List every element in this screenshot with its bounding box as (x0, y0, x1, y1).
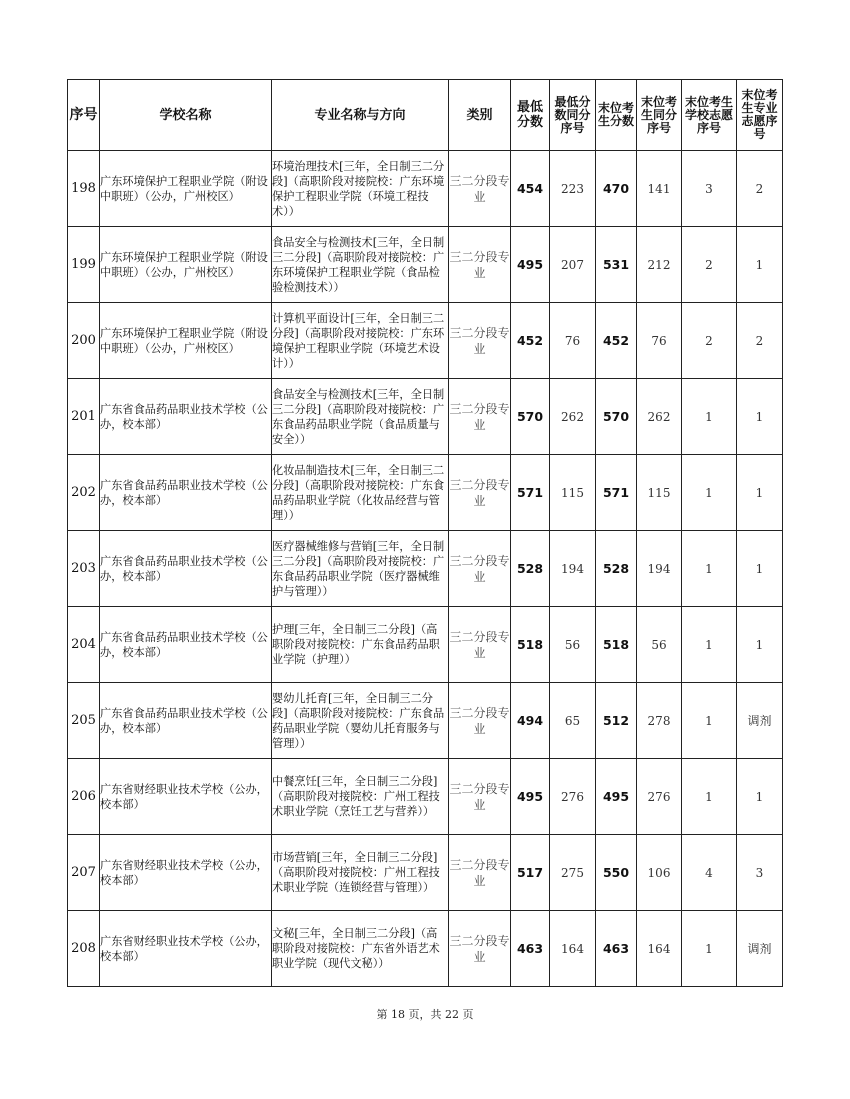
row-school-pref: 1 (682, 683, 737, 759)
row-major-pref: 1 (737, 455, 783, 531)
row-category: 三二分段专业 (449, 683, 511, 759)
row-school-pref: 2 (682, 303, 737, 379)
row-category: 三二分段专业 (449, 303, 511, 379)
header-row (68, 80, 783, 151)
row-last-rank: 194 (637, 531, 682, 607)
row-major-pref: 2 (737, 303, 783, 379)
row-school-pref: 1 (682, 911, 737, 987)
row-major-pref: 3 (737, 835, 783, 911)
row-school: 广东省食品药品职业技术学校（公办，校本部） (100, 607, 272, 683)
row-last-score: 571 (596, 455, 637, 531)
row-category: 三二分段专业 (449, 759, 511, 835)
row-major: 食品安全与检测技术[三年，全日制三二分段]（高职阶段对接院校：广东环境保护工程职业学院（食品检验检测技术）） (272, 227, 449, 303)
row-last-score: 495 (596, 759, 637, 835)
row-major: 化妆品制造技术[三年，全日制三二分段]（高职阶段对接院校：广东食品药品职业学院（化妆品经营与管理）） (272, 455, 449, 531)
row-major: 市场营销[三年，全日制三二分段]（高职阶段对接院校：广州工程技术职业学院（连锁经营与管理）） (272, 835, 449, 911)
row-min-score: 518 (511, 607, 550, 683)
table-row (68, 379, 783, 455)
table-row (68, 303, 783, 379)
row-min-rank: 262 (550, 379, 596, 455)
row-major-pref: 1 (737, 379, 783, 455)
row-category: 三二分段专业 (449, 455, 511, 531)
row-seq: 208 (68, 911, 100, 987)
row-school: 广东环境保护工程职业学院（附设中职班）（公办，广州校区） (100, 303, 272, 379)
header-last-rank: 末位考生同分序号 (637, 80, 682, 151)
header-major: 专业名称与方向 (272, 80, 449, 151)
row-category: 三二分段专业 (449, 911, 511, 987)
row-school: 广东省食品药品职业技术学校（公办，校本部） (100, 531, 272, 607)
row-last-rank: 141 (637, 151, 682, 227)
row-major-pref: 1 (737, 759, 783, 835)
row-min-rank: 276 (550, 759, 596, 835)
row-last-rank: 56 (637, 607, 682, 683)
row-last-score: 463 (596, 911, 637, 987)
row-last-score: 452 (596, 303, 637, 379)
header-seq: 序号 (68, 80, 100, 151)
row-last-rank: 212 (637, 227, 682, 303)
row-school: 广东省食品药品职业技术学校（公办，校本部） (100, 455, 272, 531)
row-school-pref: 2 (682, 227, 737, 303)
row-last-score: 570 (596, 379, 637, 455)
table-row (68, 911, 783, 987)
row-last-rank: 164 (637, 911, 682, 987)
row-category: 三二分段专业 (449, 379, 511, 455)
row-category: 三二分段专业 (449, 227, 511, 303)
table-row (68, 835, 783, 911)
row-major: 婴幼儿托育[三年，全日制三二分段]（高职阶段对接院校：广东食品药品职业学院（婴幼儿托育服务与管理）） (272, 683, 449, 759)
row-min-rank: 56 (550, 607, 596, 683)
row-seq: 202 (68, 455, 100, 531)
row-major-pref: 1 (737, 227, 783, 303)
row-min-rank: 115 (550, 455, 596, 531)
row-min-score: 570 (511, 379, 550, 455)
row-category: 三二分段专业 (449, 607, 511, 683)
row-school-pref: 1 (682, 455, 737, 531)
header-category: 类别 (449, 80, 511, 151)
row-last-score: 512 (596, 683, 637, 759)
header-last-major-pref: 末位考生专业志愿序号 (737, 80, 783, 151)
header-min-score: 最低分数 (511, 80, 550, 151)
row-major: 中餐烹饪[三年，全日制三二分段]（高职阶段对接院校：广州工程技术职业学院（烹饪工艺与营养）） (272, 759, 449, 835)
row-major: 文秘[三年，全日制三二分段]（高职阶段对接院校：广东省外语艺术职业学院（现代文秘）） (272, 911, 449, 987)
row-school-pref: 1 (682, 607, 737, 683)
row-last-score: 470 (596, 151, 637, 227)
row-seq: 203 (68, 531, 100, 607)
row-last-rank: 278 (637, 683, 682, 759)
row-school-pref: 1 (682, 531, 737, 607)
row-school: 广东环境保护工程职业学院（附设中职班）（公办，广州校区） (100, 151, 272, 227)
row-last-score: 550 (596, 835, 637, 911)
row-min-rank: 275 (550, 835, 596, 911)
row-last-rank: 262 (637, 379, 682, 455)
row-school: 广东省食品药品职业技术学校（公办，校本部） (100, 683, 272, 759)
row-school: 广东省财经职业技术学校（公办，校本部） (100, 911, 272, 987)
table-row (68, 455, 783, 531)
row-min-score: 495 (511, 759, 550, 835)
row-min-rank: 164 (550, 911, 596, 987)
row-last-score: 528 (596, 531, 637, 607)
row-major-pref: 2 (737, 151, 783, 227)
table-row (68, 607, 783, 683)
row-school: 广东省财经职业技术学校（公办，校本部） (100, 759, 272, 835)
table-row (68, 227, 783, 303)
admission-table (67, 79, 783, 987)
row-last-score: 531 (596, 227, 637, 303)
header-last-school-pref: 末位考生学校志愿序号 (682, 80, 737, 151)
row-major-pref: 调剂 (737, 911, 783, 987)
row-min-score: 452 (511, 303, 550, 379)
row-last-rank: 115 (637, 455, 682, 531)
row-category: 三二分段专业 (449, 531, 511, 607)
row-min-score: 454 (511, 151, 550, 227)
header-school: 学校名称 (100, 80, 272, 151)
row-school: 广东省财经职业技术学校（公办，校本部） (100, 835, 272, 911)
row-min-rank: 207 (550, 227, 596, 303)
row-major: 食品安全与检测技术[三年，全日制三二分段]（高职阶段对接院校：广东食品药品职业学院（食品质量与安全）） (272, 379, 449, 455)
row-min-rank: 65 (550, 683, 596, 759)
row-min-score: 463 (511, 911, 550, 987)
row-major: 环境治理技术[三年，全日制三二分段]（高职阶段对接院校：广东环境保护工程职业学院（环境工程技术）） (272, 151, 449, 227)
row-major: 护理[三年，全日制三二分段]（高职阶段对接院校：广东食品药品职业学院（护理）） (272, 607, 449, 683)
table-row (68, 151, 783, 227)
row-min-rank: 223 (550, 151, 596, 227)
row-major-pref: 1 (737, 531, 783, 607)
table-row (68, 683, 783, 759)
header-last-score: 末位考生分数 (596, 80, 637, 151)
row-seq: 198 (68, 151, 100, 227)
row-major-pref: 调剂 (737, 683, 783, 759)
row-school-pref: 3 (682, 151, 737, 227)
row-min-score: 528 (511, 531, 550, 607)
row-seq: 206 (68, 759, 100, 835)
row-seq: 205 (68, 683, 100, 759)
row-school: 广东省食品药品职业技术学校（公办，校本部） (100, 379, 272, 455)
row-last-rank: 76 (637, 303, 682, 379)
row-seq: 199 (68, 227, 100, 303)
header-min-rank: 最低分数同分序号 (550, 80, 596, 151)
page-footer: 第 18 页，共 22 页 (376, 1008, 474, 1021)
table-row (68, 531, 783, 607)
row-school-pref: 1 (682, 379, 737, 455)
row-seq: 201 (68, 379, 100, 455)
row-school-pref: 4 (682, 835, 737, 911)
row-major-pref: 1 (737, 607, 783, 683)
row-category: 三二分段专业 (449, 835, 511, 911)
row-last-rank: 276 (637, 759, 682, 835)
row-school: 广东环境保护工程职业学院（附设中职班）（公办，广州校区） (100, 227, 272, 303)
row-seq: 204 (68, 607, 100, 683)
row-min-rank: 194 (550, 531, 596, 607)
row-seq: 200 (68, 303, 100, 379)
row-min-score: 517 (511, 835, 550, 911)
row-min-score: 494 (511, 683, 550, 759)
row-seq: 207 (68, 835, 100, 911)
row-min-score: 571 (511, 455, 550, 531)
row-last-rank: 106 (637, 835, 682, 911)
table-row (68, 759, 783, 835)
row-major: 医疗器械维修与营销[三年，全日制三二分段]（高职阶段对接院校：广东食品药品职业学院（医疗器械维护与管理）） (272, 531, 449, 607)
row-category: 三二分段专业 (449, 151, 511, 227)
row-school-pref: 1 (682, 759, 737, 835)
row-min-score: 495 (511, 227, 550, 303)
row-major: 计算机平面设计[三年，全日制三二分段]（高职阶段对接院校：广东环境保护工程职业学院（环境艺术设计）） (272, 303, 449, 379)
row-last-score: 518 (596, 607, 637, 683)
row-min-rank: 76 (550, 303, 596, 379)
